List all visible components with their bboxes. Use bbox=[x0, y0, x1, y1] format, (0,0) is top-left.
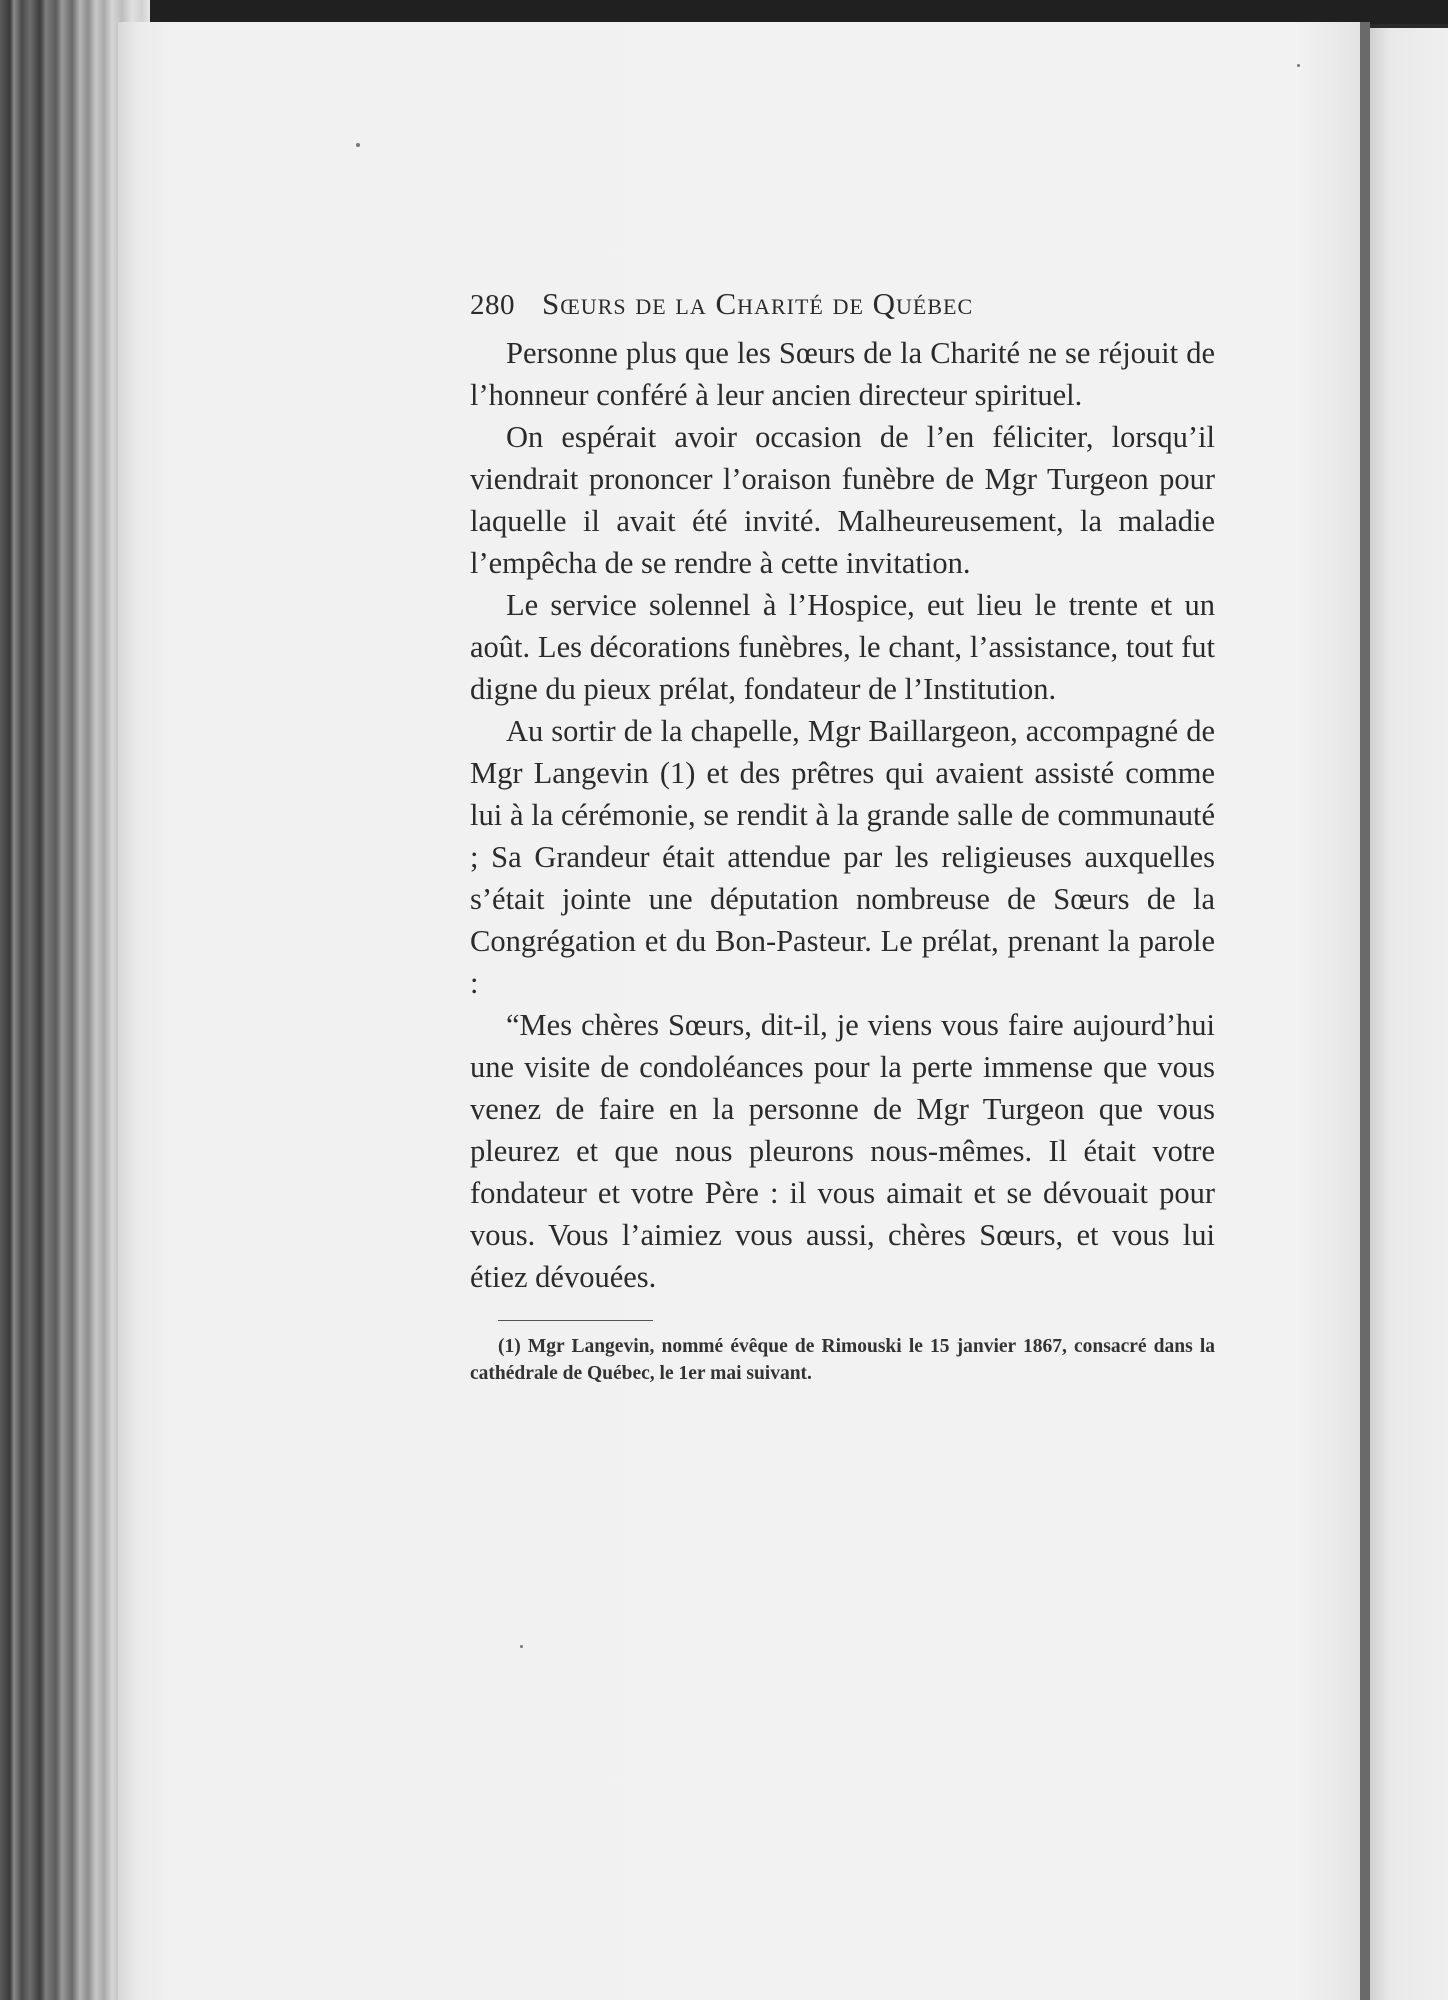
footnote: (1) Mgr Langevin, nommé évêque de Rimouski le 15 janvier 1867, consacré dans la cathédrale de Québec, le 1er mai suivant. bbox=[470, 1336, 1215, 1384]
paper-speck bbox=[520, 1645, 523, 1648]
page-number: 280 bbox=[470, 289, 515, 321]
page-text-block bbox=[470, 286, 1215, 1387]
scan-background bbox=[0, 0, 1448, 24]
paragraph: Personne plus que les Sœurs de la Charité ne se réjouit de l’honneur conféré à leur ancien directeur spirituel. bbox=[470, 336, 1215, 412]
footnote-divider bbox=[498, 1320, 653, 1321]
running-head bbox=[470, 286, 1215, 332]
paper-speck bbox=[1297, 64, 1300, 67]
running-title: Sœurs de la Charité de Québec bbox=[542, 286, 974, 321]
paragraph: Au sortir de la chapelle, Mgr Baillargeon, accompagné de Mgr Langevin (1) et des prêtres qui avaient assisté comme lui à la cérémonie, se rendit à la grande salle de communauté ; Sa Grandeur était attendue par les religieuses auxquelles s’était jointe une députation nombreuse de Sœurs de la Congrégation et du Bon-Pasteur. Le prélat, prenant la parole : bbox=[470, 714, 1215, 1000]
paragraph: Le service solennel à l’Hospice, eut lieu le trente et un août. Les décorations funèbres, le chant, l’assistance, tout fut digne du pieux prélat, fondateur de l’Institution. bbox=[470, 588, 1215, 706]
facing-page-edge bbox=[1370, 28, 1448, 2000]
paragraph: On espérait avoir occasion de l’en féliciter, lorsqu’il viendrait prononcer l’oraison funèbre de Mgr Turgeon pour laquelle il avait été invité. Malheureusement, la maladie l’empêcha de se rendre à cette invitation. bbox=[470, 420, 1215, 580]
page-gutter-shadow bbox=[1360, 22, 1370, 2000]
paragraph: “Mes chères Sœurs, dit-il, je viens vous faire aujourd’hui une visite de condoléances pour la perte immense que vous venez de faire en la personne de Mgr Turgeon que vous pleurez et que nous pleurons nous-mêmes. Il était votre fondateur et votre Père : il vous aimait et se dévouait pour vous. Vous l’aimiez vous aussi, chères Sœurs, et vous lui étiez dévouées. bbox=[470, 1008, 1215, 1294]
paper-speck bbox=[356, 143, 360, 147]
